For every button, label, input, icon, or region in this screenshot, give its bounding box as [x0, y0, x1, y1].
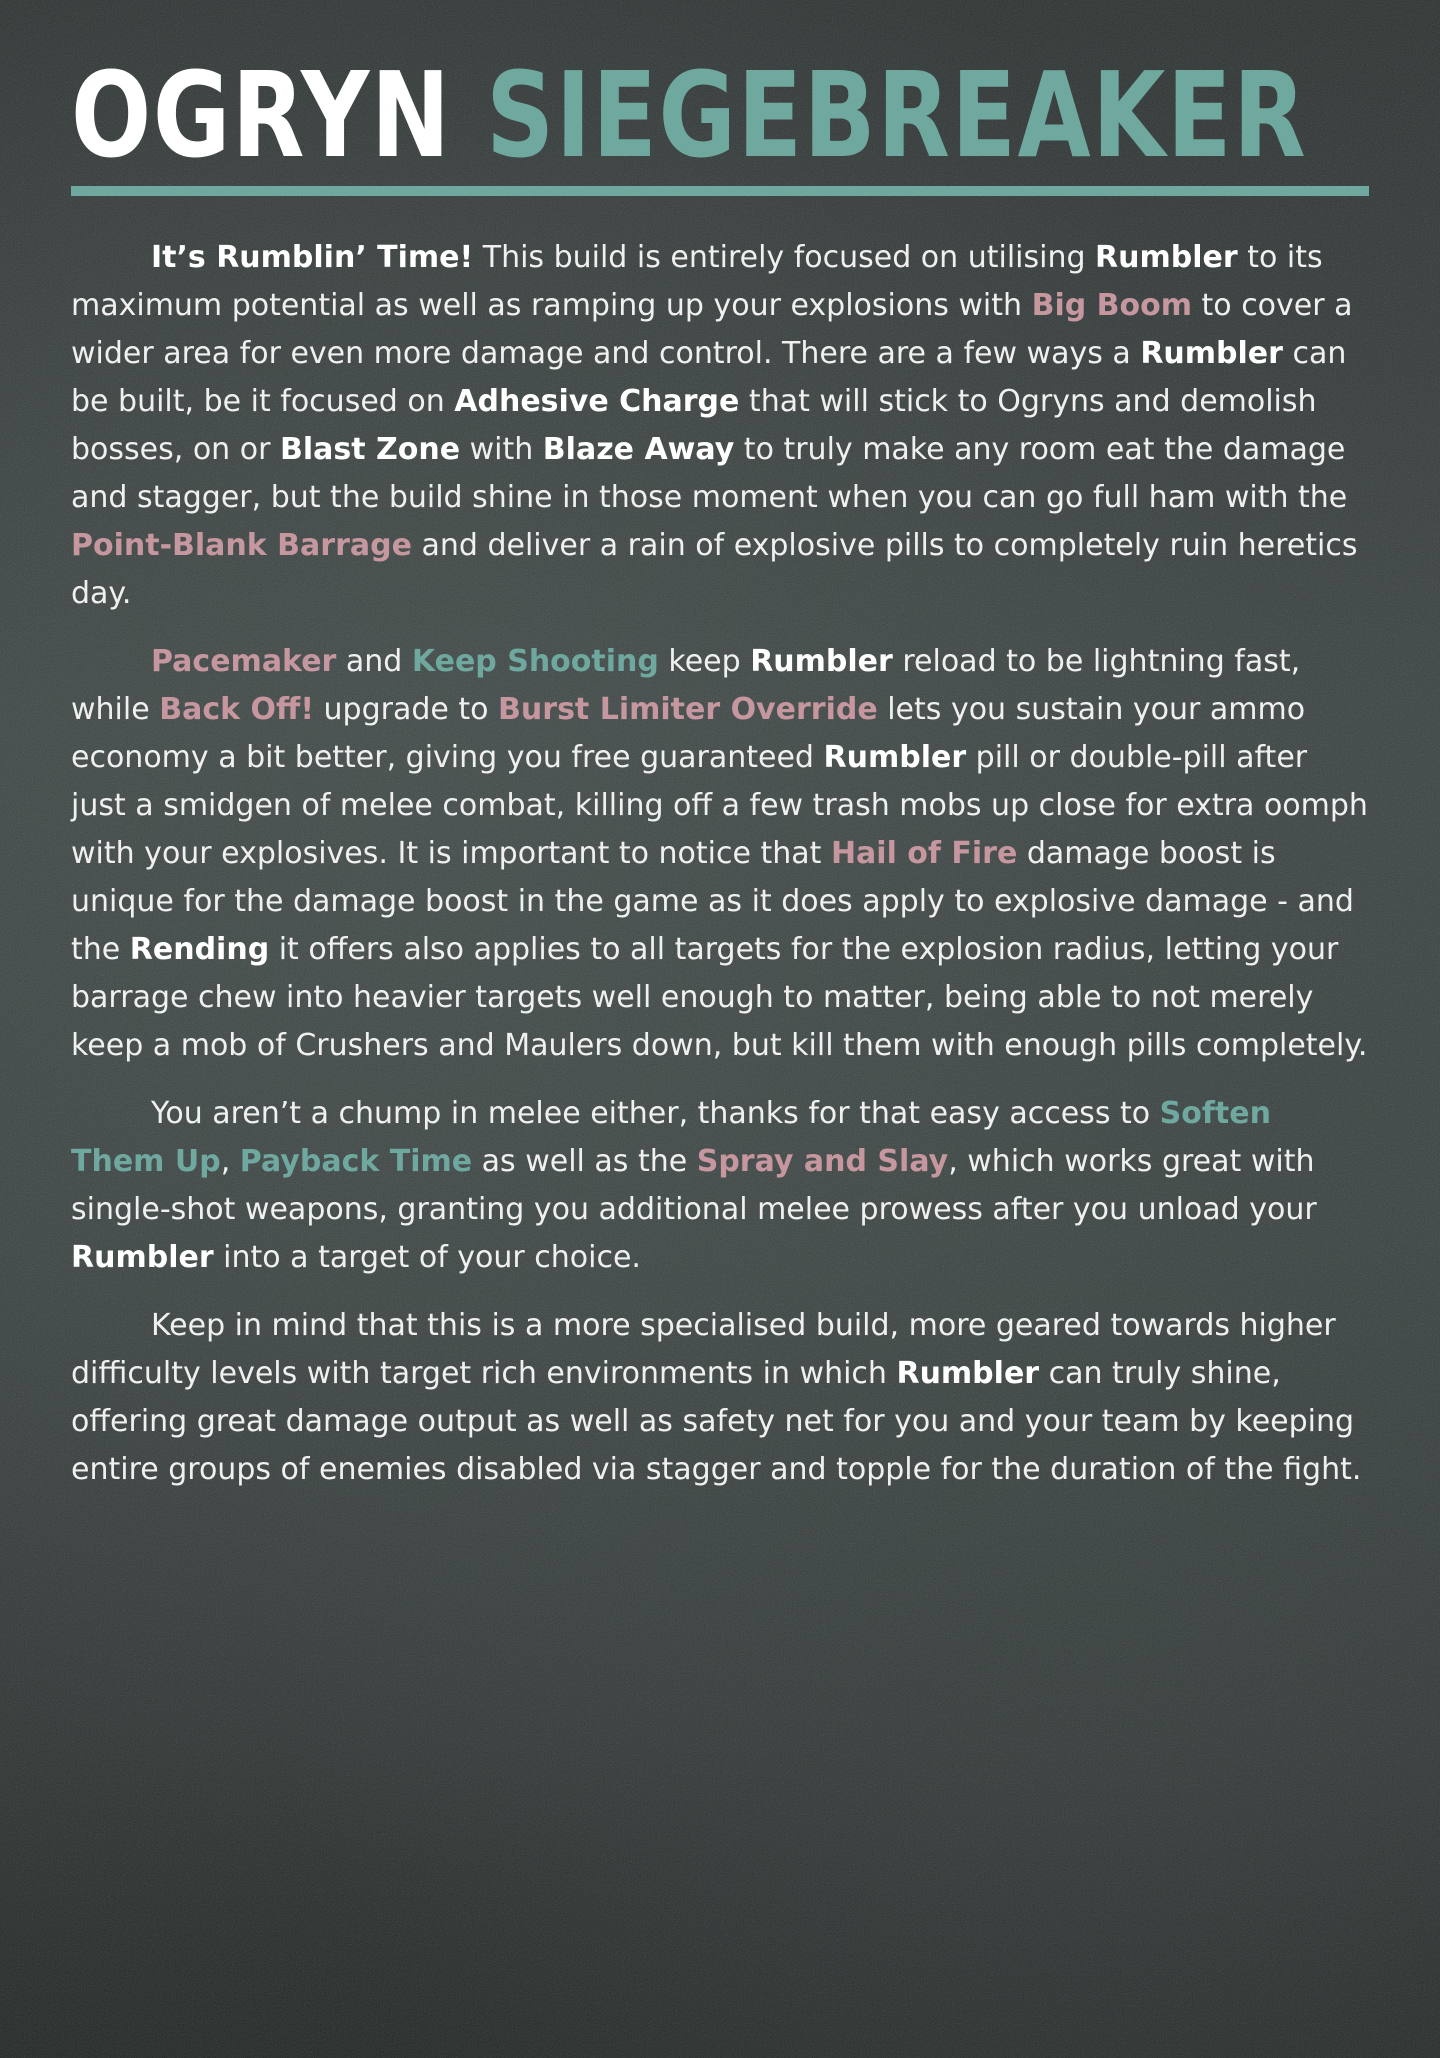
- term-point-blank-barrage: Point-Blank Barrage: [71, 528, 412, 563]
- paragraph-text: and deliver a rain of explosive pills to completely ruin heretics day.: [71, 528, 1358, 611]
- page-title: [71, 46, 1308, 184]
- term-keep-shooting: Keep Shooting: [411, 644, 659, 679]
- paragraph-text: can be built, be it focused on: [71, 336, 1347, 419]
- term-burst-limiter-override: Burst Limiter Override: [498, 692, 878, 727]
- paragraph-text: This build is entirely focused on utilising: [473, 240, 1096, 275]
- paragraph-text: as well as the: [472, 1144, 697, 1179]
- term-blaze-away: Blaze Away: [542, 432, 735, 467]
- term-rumbler: Rumbler: [1095, 240, 1238, 275]
- term-rumbler: Rumbler: [1140, 336, 1283, 371]
- paragraph-text: pill or double-pill after just a smidgen of melee combat, killing off a few trash mobs up close for extra oomph with your explosives. It is important to notice that: [71, 740, 1368, 871]
- term-soften-them-up: Soften Them Up: [71, 1096, 1271, 1179]
- paragraph-text: to truly make any room eat the damage and stagger, but the build shine in those moment when you can go full ham with the: [71, 432, 1348, 515]
- term-adhesive-charge: Adhesive Charge: [454, 384, 740, 419]
- article-body: [71, 234, 1371, 1494]
- term-back-off: Back Off!: [159, 692, 314, 727]
- term-blast-zone: Blast Zone: [279, 432, 461, 467]
- paragraph-text: to cover a wider area for even more damage and control. There are a few ways a: [71, 288, 1353, 371]
- term-rumbler: Rumbler: [823, 740, 967, 775]
- paragraph-text: and: [336, 644, 412, 679]
- paragraph-text: with: [460, 432, 543, 467]
- paragraph-1: [71, 234, 1371, 618]
- term-payback-time: Payback Time: [239, 1144, 473, 1179]
- paragraph-text: damage boost is unique for the damage boost in the game as it does apply to explosive damage - and the: [71, 836, 1354, 967]
- paragraph-text: can truly shine, offering great damage output as well as safety net for you and your team by keeping entire groups of enemies disabled via stagger and topple for the duration of the fight.: [71, 1356, 1362, 1487]
- paragraph-text: that will stick to Ogryns and demolish bosses, on or: [71, 384, 1317, 467]
- term-pacemaker: Pacemaker: [151, 644, 337, 679]
- term-hail-of-fire: Hail of Fire: [830, 836, 1018, 871]
- paragraph-text: it offers also applies to all targets for the explosion radius, letting your barrage chew into heavier targets well enough to matter, being able to not merely keep a mob of Crushers and Maulers down, but kill them with enough pills completely.: [71, 932, 1368, 1063]
- paragraph-text: to its maximum potential as well as ramping up your explosions with: [71, 240, 1323, 323]
- term-it-s-rumblin-time: It’s Rumblin’ Time!: [151, 240, 474, 275]
- paragraph-text: You aren’t a chump in melee either, thanks for that easy access to: [151, 1096, 1160, 1131]
- term-rumbler: Rumbler: [896, 1356, 1040, 1391]
- title-underline: [71, 186, 1369, 196]
- term-rumbler: Rumbler: [71, 1240, 214, 1275]
- page-content: [71, 46, 1369, 1514]
- paragraph-2: [71, 638, 1371, 1070]
- paragraph-text: lets you sustain your ammo economy a bit better, giving you free guaranteed: [71, 692, 1306, 775]
- title-word-ogryn: OGRYN: [71, 46, 452, 184]
- term-rending: Rending: [129, 932, 270, 967]
- paragraph-text: into a target of your choice.: [213, 1240, 641, 1275]
- paragraph-text: ,: [220, 1144, 240, 1179]
- term-big-boom: Big Boom: [1031, 288, 1192, 323]
- paragraph-text: upgrade to: [314, 692, 499, 727]
- paragraph-text: reload to be lightning fast, while: [71, 644, 1301, 727]
- paragraph-text: Keep in mind that this is a more specialised build, more geared towards higher difficulty levels with target rich environments in which: [71, 1308, 1336, 1391]
- paragraph-4: [71, 1302, 1371, 1494]
- term-spray-and-slay: Spray and Slay: [696, 1144, 949, 1179]
- paragraph-text: , which works great with single-shot weapons, granting you additional melee prowess after you unload your: [71, 1144, 1317, 1227]
- paragraph-text: keep: [658, 644, 751, 679]
- title-word-siegebreaker: SIEGEBREAKER: [486, 46, 1308, 184]
- paragraph-3: [71, 1090, 1371, 1282]
- term-rumbler: Rumbler: [750, 644, 893, 679]
